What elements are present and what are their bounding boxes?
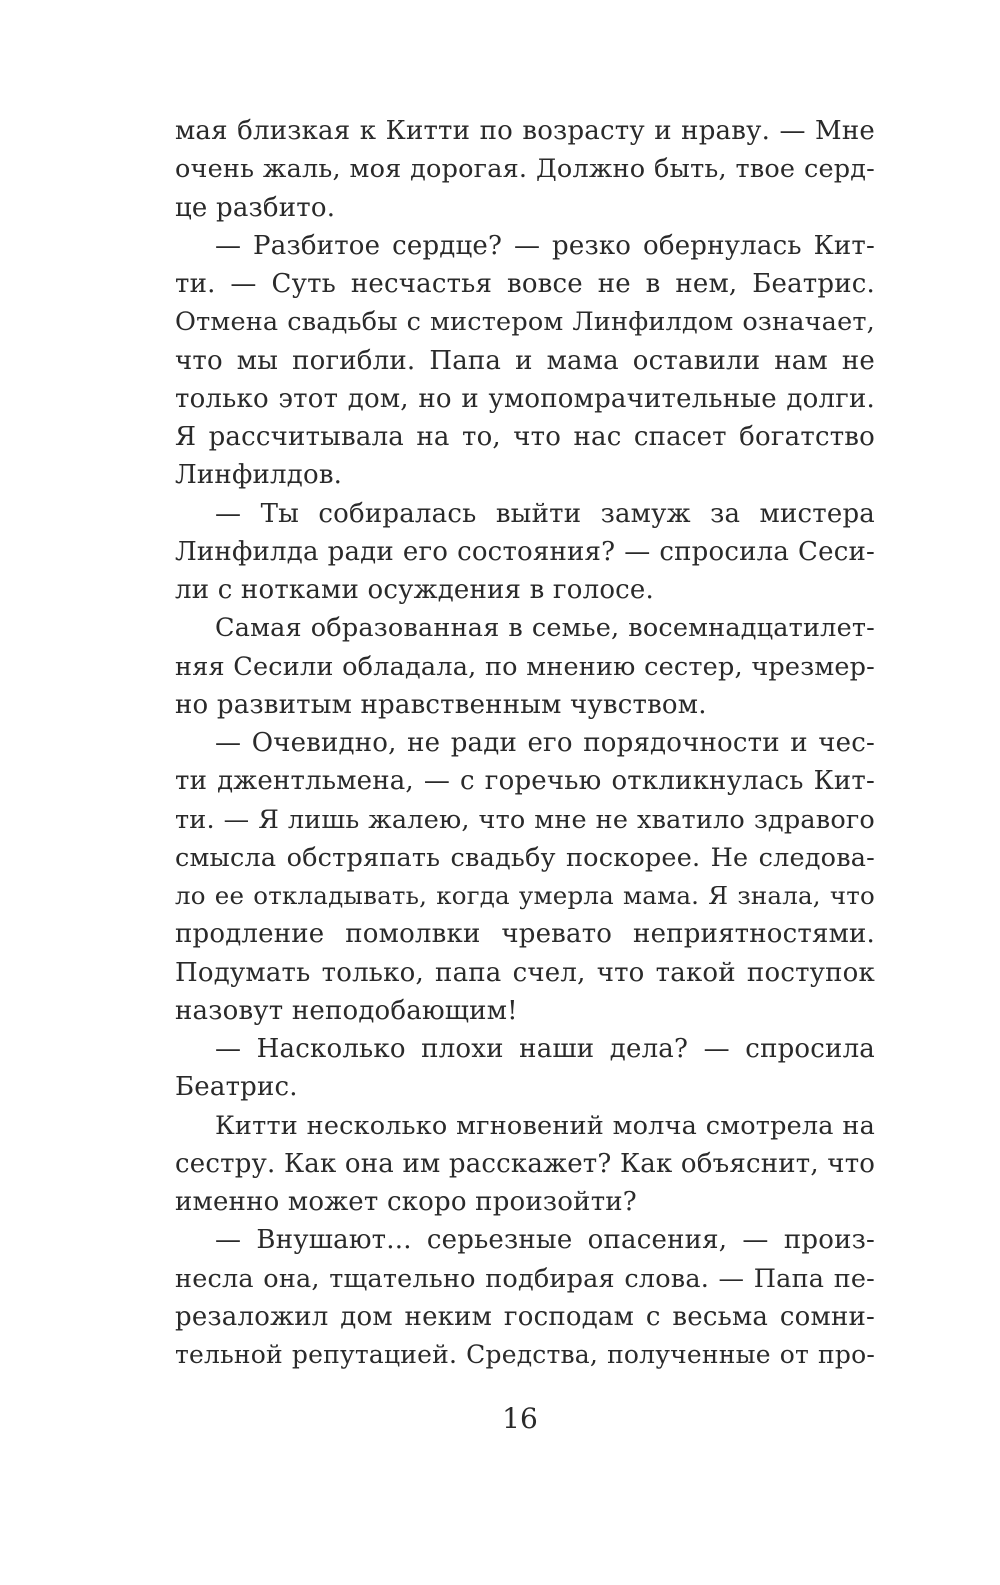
text-line: что мы погибли. Папа и мама оставили нам не <box>175 345 875 376</box>
text-line: Самая образованная в семье, восемнадцатилет- <box>215 613 875 644</box>
text-line: ти джентльмена, — с горечью откликнулась Кит- <box>175 766 875 797</box>
text-line: — Ты собиралась выйти замуж за мистера <box>215 498 875 529</box>
text-line: именно может скоро произойти? <box>175 1187 637 1217</box>
text-line: Подумать только, папа счел, что такой поступок <box>175 957 875 988</box>
text-line: продление помолвки чревато неприятностями. <box>175 919 875 950</box>
text-line: Линфилдов. <box>175 460 343 491</box>
text-line: Я рассчитывала на то, что нас спасет богатство <box>175 422 875 452</box>
text-line: очень жаль, моя дорогая. Должно быть, твое серд- <box>175 154 875 185</box>
body-text <box>175 112 875 1374</box>
text-line: ти. — Я лишь жалею, что мне не хватило здравого <box>175 804 875 835</box>
page-number: 16 <box>502 1402 538 1435</box>
text-line: це разбито. <box>175 192 336 223</box>
text-line: сестру. Как она им расскажет? Как объяснит, что <box>175 1148 876 1179</box>
text-line: Отмена свадьбы с мистером Линфилдом означает, <box>175 307 875 338</box>
text-line: Китти несколько мгновений молча смотрела на <box>215 1110 875 1141</box>
text-line: няя Сесили обладала, по мнению сестер, чрезмер- <box>175 651 875 682</box>
text-line: — Очевидно, не ради его порядочности и чес- <box>215 728 875 758</box>
text-line: только этот дом, но и умопомрачительные долги. <box>175 383 875 414</box>
text-line: резаложил дом неким господам с весьма сомни- <box>175 1301 875 1332</box>
text-line: ти. — Суть несчастья вовсе не в нем, Беатрис. <box>175 269 875 299</box>
text-line: смысла обстряпать свадьбу поскорее. Не следова- <box>175 842 875 873</box>
text-line: — Насколько плохи наши дела? — спросила <box>215 1034 875 1064</box>
text-line: несла она, тщательно подбирая слова. — Папа пе- <box>175 1263 875 1294</box>
text-line: тельной репутацией. Средства, полученные от про- <box>175 1340 875 1369</box>
text-line: Беатрис. <box>175 1072 298 1103</box>
text-line: — Разбитое сердце? — резко обернулась Кит- <box>215 230 875 261</box>
text-line: назовут неподобающим! <box>175 995 518 1026</box>
text-line: но развитым нравственным чувством. <box>175 689 707 720</box>
text-line: ло ее откладывать, когда умерла мама. Я знала, что <box>175 881 875 910</box>
text-line: Линфилда ради его состояния? — спросила Сеси- <box>175 536 875 567</box>
text-line: — Внушают... серьезные опасения, — произ- <box>215 1225 875 1256</box>
text-line: мая близкая к Китти по возрасту и нраву. — Мне <box>175 116 875 146</box>
text-line: ли с нотками осуждения в голосе. <box>175 575 654 605</box>
